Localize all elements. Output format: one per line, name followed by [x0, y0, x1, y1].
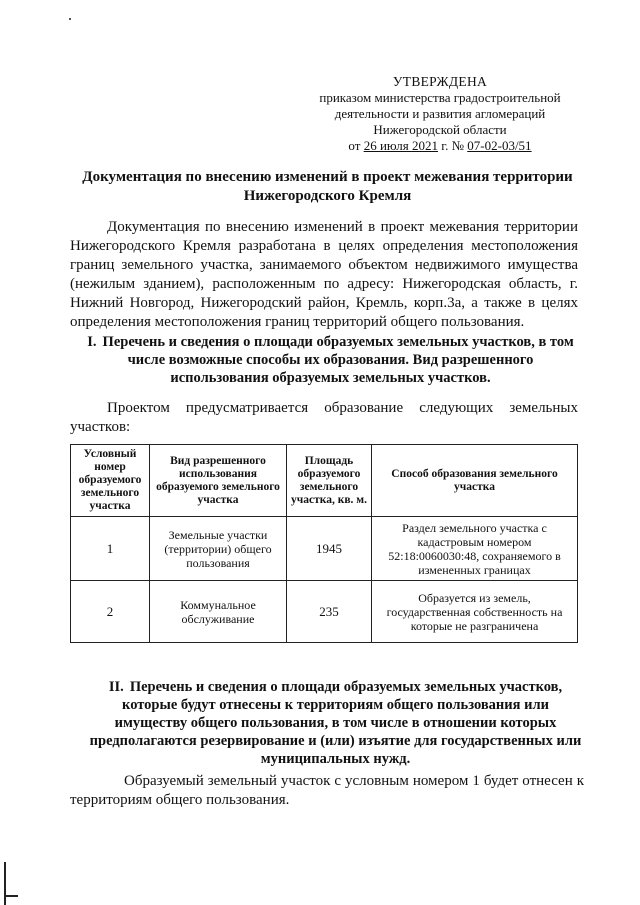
cell-plot-number: 2	[71, 581, 150, 643]
section-1-heading	[78, 333, 583, 387]
cell-area: 235	[287, 581, 372, 643]
scan-edge-mark-bottom	[4, 895, 18, 897]
approval-heading: УТВЕРЖДЕНА	[392, 74, 488, 89]
table-header-row	[71, 445, 578, 517]
table-row	[71, 517, 578, 581]
final-paragraph: Образуемый земельный участок с условным номером 1 будет отнесен к территориям общего пользования.	[70, 773, 584, 808]
project-paragraph: Проектом предусматривается образование следующих земельных	[107, 400, 578, 416]
project-paragraph-end: участков:	[70, 419, 131, 435]
approval-date: 26 июля 2021	[363, 138, 438, 153]
approval-date-line	[300, 138, 580, 154]
header-formation-method: Способ образования земельного участка	[372, 445, 578, 517]
cell-plot-number: 1	[71, 517, 150, 581]
section-1-text: Перечень и сведения о площади образуемых земельных участков, в том числе возможные способы их образования. Вид разрешенного использования образуемых земельных участков.	[102, 334, 574, 386]
header-permitted-use: Вид разрешенного использования образуемого земельного участка	[150, 445, 287, 517]
date-suffix: г. №	[441, 138, 465, 153]
header-plot-number: Условный номер образуемого земельного участка	[71, 445, 150, 517]
order-number: 07-02-03/51	[467, 138, 532, 153]
scan-edge-mark	[4, 862, 6, 905]
approval-line-3: Нижегородской области	[373, 122, 507, 137]
section-1-number: I.	[87, 334, 97, 350]
approval-line-2: деятельности и развития агломераций	[334, 106, 546, 121]
intro-paragraph: Документация по внесению изменений в проект межевания территории Нижегородского Кремля разработана в целях определения местоположения границ земельного участка, занимаемого объектом недвижимого имущества (нежилым зданием), расположенным по адресу: Нижегородская область, г. Нижний Новгород, Нижегородский район, Кремль, корп.3а, а также в целях определения местоположения границ территорий общего пользования.	[70, 219, 578, 330]
cell-formation-method: Раздел земельного участка с кадастровым номером 52:18:0060030:48, сохраняемого в измененных границах	[372, 517, 578, 581]
cell-permitted-use: Земельные участки (территории) общего пользования	[150, 517, 287, 581]
approval-stamp-block	[300, 74, 580, 154]
cell-permitted-use: Коммунальное обслуживание	[150, 581, 287, 643]
cell-formation-method: Образуется из земель, государственная собственность на которые не разграничена	[372, 581, 578, 643]
section-2-number: II.	[108, 679, 124, 695]
date-prefix: от	[348, 138, 361, 153]
header-area: Площадь образуемого земельного участка, кв. м.	[287, 445, 372, 517]
scan-speck	[69, 18, 71, 20]
document-title: Документация по внесению изменений в проект межевания территории Нижегородского Кремля	[82, 169, 573, 204]
section-2-text: Перечень и сведения о площади образуемых земельных участков, которые будут отнесены к территориям общего пользования или имуществу общего пользования, в том числе в отношении которых предполагаются резервирование и (или) изъятие для государственных или муниципальных нужд.	[89, 679, 582, 767]
cell-area: 1945	[287, 517, 372, 581]
approval-line-1: приказом министерства градостроительной	[319, 90, 561, 105]
section-2-heading	[88, 678, 583, 768]
table-row	[71, 581, 578, 643]
land-plots-table	[70, 444, 578, 643]
